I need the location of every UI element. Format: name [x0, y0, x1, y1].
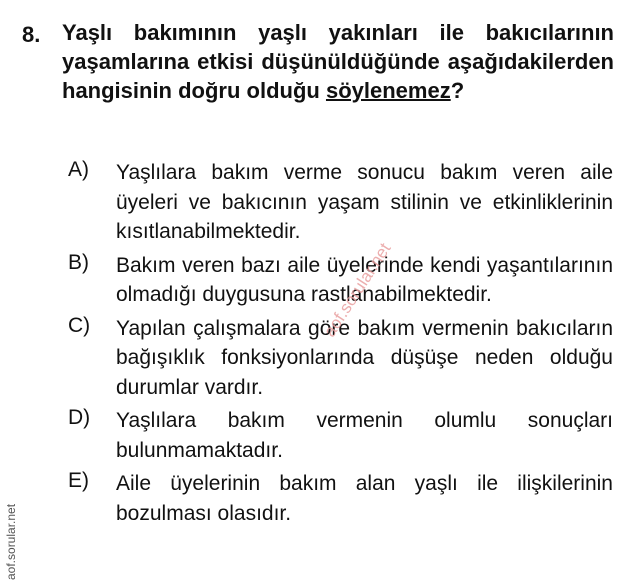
option-d-text: Yaşlılara bakım vermenin olumlu sonuçları bulunmamaktadır.	[116, 409, 613, 462]
option-c-text: Yapılan çalışmalara göre bakım vermenin bakıcıların bağışıklık fonksiyonlarında düşüşe neden olduğu durumlar vardır.	[116, 316, 613, 399]
answer-options	[68, 158, 613, 532]
option-a-letter: A)	[68, 158, 89, 181]
option-e-letter: E)	[68, 469, 89, 492]
question-stem-end: ?	[450, 78, 465, 103]
option-e-text: Aile üyelerinin bakım alan yaşlı ile ilişkilerinin bozulması olasıdır.	[116, 472, 613, 525]
option-d[interactable]	[68, 406, 613, 465]
option-c-letter: C)	[68, 313, 91, 337]
question-stem-emphasis: söylenemez	[325, 78, 451, 103]
question-number: 8.	[22, 22, 41, 47]
watermark-center: aof.sorular.net	[320, 239, 395, 341]
option-b-letter: B)	[68, 250, 89, 274]
option-a-text: Yaşlılara bakım verme sonucu bakım veren aile üyeleri ve bakıcının yaşam stilinin ve etkinliklerinin kısıtlanabilmektedir.	[116, 161, 613, 243]
option-e[interactable]	[68, 469, 613, 528]
watermark-side: aof.sorular.net	[4, 503, 18, 580]
option-a[interactable]	[68, 158, 613, 247]
question-stem	[62, 18, 614, 105]
option-b-text: Bakım veren bazı aile üyelerinde kendi yaşantılarının olmadığı duygusuna rastlanabilmektedir.	[116, 253, 613, 306]
question-stem-text: Yaşlı bakımının yaşlı yakınları ile bakıcılarının yaşamlarına etkisi düşünüldüğünde aşağıdakilerden hangisinin doğru olduğu	[62, 20, 614, 103]
option-d-letter: D)	[68, 406, 91, 429]
